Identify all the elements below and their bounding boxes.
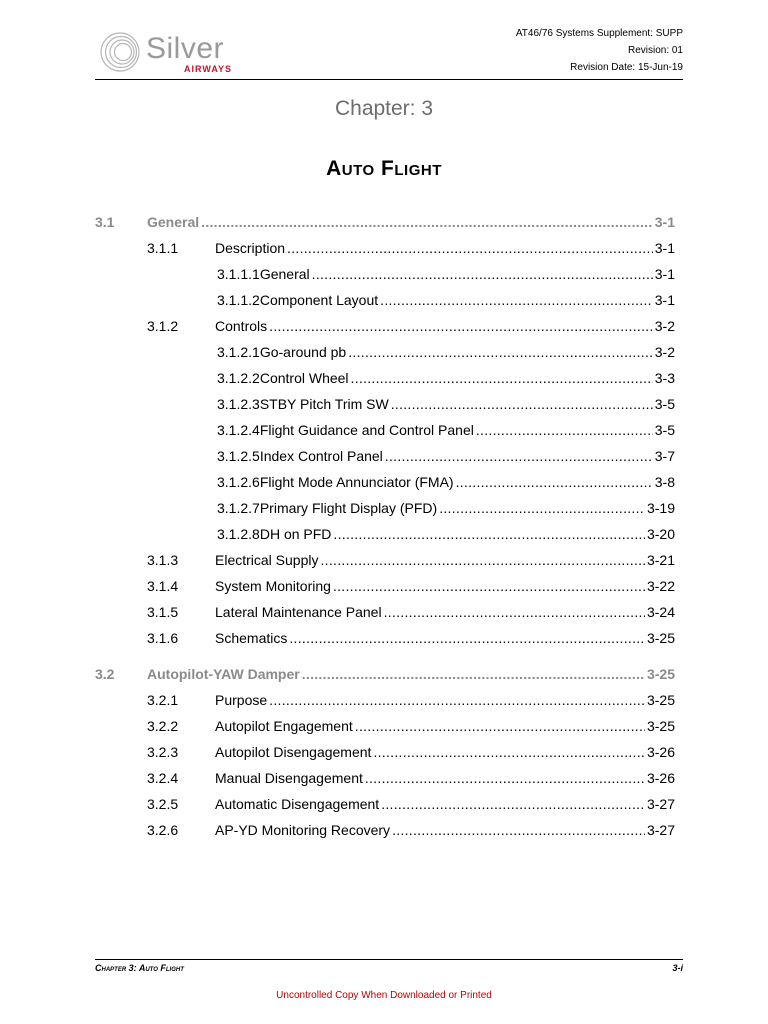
toc-number: 3.1.1.2 (217, 292, 260, 308)
dot-leader (365, 770, 645, 786)
dot-leader (392, 822, 645, 838)
toc-title: Flight Guidance and Control Panel (259, 422, 474, 438)
toc-number: 3.2 (95, 666, 115, 682)
toc-entry[interactable] (95, 822, 675, 848)
toc-page: 3-1 (654, 266, 675, 282)
dot-leader (384, 604, 645, 620)
toc-title: Control Wheel (259, 370, 349, 386)
toc-entry[interactable] (95, 448, 675, 474)
logo-subtitle: AIRWAYS (184, 64, 233, 74)
toc-number: 3.1.5 (147, 604, 179, 620)
toc-number: 3.1.2.5 (217, 448, 260, 464)
toc-entry[interactable] (95, 692, 675, 718)
toc-title: STBY Pitch Trim SW (259, 396, 389, 412)
toc-number: 3.1.2.8 (217, 526, 260, 542)
toc-title: Index Control Panel (259, 448, 383, 464)
toc-page: 3-27 (646, 796, 675, 812)
toc-title: Automatic Disengagement (215, 796, 380, 812)
toc-title: Lateral Maintenance Panel (215, 604, 382, 620)
dot-leader (391, 396, 653, 412)
dot-leader (380, 292, 653, 308)
dot-leader (289, 630, 645, 646)
toc-number: 3.2.6 (147, 822, 179, 838)
dot-leader (351, 370, 653, 386)
toc-entry[interactable] (95, 744, 675, 770)
toc-page: 3-5 (654, 422, 675, 438)
toc-number: 3.1.2 (147, 318, 179, 334)
toc-page: 3-1 (654, 292, 675, 308)
toc-entry[interactable] (95, 318, 675, 344)
company-logo (98, 30, 238, 76)
toc-title: Manual Disengagement (215, 770, 363, 786)
toc-page: 3-27 (646, 822, 675, 838)
toc-number: 3.1.2.1 (217, 344, 260, 360)
dot-leader (348, 344, 653, 360)
toc-number: 3.2.1 (147, 692, 179, 708)
logo-wordmark: Silver (146, 32, 225, 65)
footer-divider (95, 959, 683, 960)
toc-number: 3.1.2.7 (217, 500, 260, 516)
toc-number: 3.1.6 (147, 630, 179, 646)
toc-title: Autopilot Engagement (215, 718, 353, 734)
toc-title: Component Layout (259, 292, 379, 308)
toc-entry[interactable] (95, 474, 675, 500)
toc-entry[interactable] (95, 266, 675, 292)
toc-page: 3-19 (646, 500, 675, 516)
toc-number: 3.1.1.1 (217, 266, 260, 282)
logo-swirl-icon (98, 30, 144, 76)
toc-entry[interactable] (95, 552, 675, 578)
toc-page: 3-1 (654, 214, 675, 230)
toc-number: 3.2.4 (147, 770, 179, 786)
toc-entry[interactable] (95, 344, 675, 370)
toc-entry[interactable] (95, 796, 675, 822)
dot-leader (287, 240, 653, 256)
toc-title: Controls (215, 318, 268, 334)
toc-page: 3-26 (646, 744, 675, 760)
dot-leader (355, 718, 645, 734)
toc-number: 3.1.2.2 (217, 370, 260, 386)
toc-title: Electrical Supply (215, 552, 319, 568)
dot-leader (385, 448, 653, 464)
toc-title: General (259, 266, 310, 282)
toc-title: Autopilot-YAW Damper (147, 666, 300, 682)
dot-leader (321, 552, 645, 568)
toc-entry[interactable] (95, 500, 675, 526)
toc-number: 3.1.2.6 (217, 474, 260, 490)
dot-leader (373, 744, 645, 760)
toc-page: 3-3 (654, 370, 675, 386)
toc-entry[interactable] (95, 770, 675, 796)
toc-entry[interactable] (95, 370, 675, 396)
toc-entry[interactable] (95, 526, 675, 552)
toc-page: 3-2 (654, 344, 675, 360)
section-title: Auto Flight (326, 157, 442, 180)
toc-number: 3.1.4 (147, 578, 179, 594)
toc-title: Flight Mode Annunciator (FMA) (259, 474, 454, 490)
toc-page: 3-20 (646, 526, 675, 542)
dot-leader (312, 266, 653, 282)
toc-title: Primary Flight Display (PFD) (259, 500, 438, 516)
dot-leader (333, 526, 645, 542)
toc-page: 3-21 (646, 552, 675, 568)
dot-leader (333, 578, 645, 594)
toc-title: DH on PFD (259, 526, 332, 542)
revision-number: Revision: 01 (627, 45, 683, 56)
toc-number: 3.2.3 (147, 744, 179, 760)
toc-entry[interactable] (95, 604, 675, 630)
toc-page: 3-2 (654, 318, 675, 334)
dot-leader (269, 318, 653, 334)
table-of-contents (95, 214, 675, 848)
uncontrolled-copy-notice: Uncontrolled Copy When Downloaded or Printed (276, 990, 492, 1001)
toc-number: 3.1.2.3 (217, 396, 260, 412)
revision-date: Revision Date: 15-Jun-19 (570, 62, 683, 73)
toc-entry[interactable] (95, 666, 675, 692)
toc-title: Schematics (215, 630, 288, 646)
document-title: AT46/76 Systems Supplement: SUPP (515, 28, 683, 39)
toc-title: Purpose (215, 692, 268, 708)
toc-number: 3.2.5 (147, 796, 179, 812)
toc-entry[interactable] (95, 214, 675, 240)
toc-entry[interactable] (95, 718, 675, 744)
document-header-info (516, 25, 683, 76)
toc-page: 3-8 (654, 474, 675, 490)
toc-title: System Monitoring (215, 578, 331, 594)
toc-page: 3-25 (646, 718, 675, 734)
toc-number: 3.1.1 (147, 240, 179, 256)
toc-number: 3.1.3 (147, 552, 179, 568)
dot-leader (269, 692, 645, 708)
toc-entry[interactable] (95, 422, 675, 448)
header-divider (95, 79, 683, 80)
toc-entry[interactable] (95, 240, 675, 266)
toc-title: AP-YD Monitoring Recovery (215, 822, 391, 838)
toc-page: 3-22 (646, 578, 675, 594)
toc-title: Autopilot Disengagement (215, 744, 372, 760)
toc-page: 3-25 (646, 630, 675, 646)
toc-page: 3-7 (654, 448, 675, 464)
toc-entry[interactable] (95, 630, 675, 656)
toc-page: 3-26 (646, 770, 675, 786)
dot-leader (439, 500, 645, 516)
toc-page: 3-25 (646, 666, 675, 682)
toc-title: Description (215, 240, 286, 256)
dot-leader (201, 214, 653, 230)
toc-number: 3.1 (95, 214, 115, 230)
toc-number: 3.2.2 (147, 718, 179, 734)
toc-number: 3.1.2.4 (217, 422, 260, 438)
dot-leader (381, 796, 645, 812)
chapter-title: Chapter: 3 (334, 97, 434, 120)
dot-leader (476, 422, 653, 438)
footer-chapter-label: Chapter 3: Auto Flight (95, 963, 184, 973)
toc-page: 3-1 (654, 240, 675, 256)
toc-entry[interactable] (95, 396, 675, 422)
toc-entry[interactable] (95, 292, 675, 318)
toc-entry[interactable] (95, 578, 675, 604)
dot-leader (302, 666, 645, 682)
toc-page: 3-24 (646, 604, 675, 620)
toc-page: 3-5 (654, 396, 675, 412)
toc-page: 3-25 (646, 692, 675, 708)
toc-title: General (147, 214, 200, 230)
footer-page-number: 3-i (672, 963, 683, 973)
dot-leader (456, 474, 653, 490)
toc-title: Go-around pb (259, 344, 347, 360)
